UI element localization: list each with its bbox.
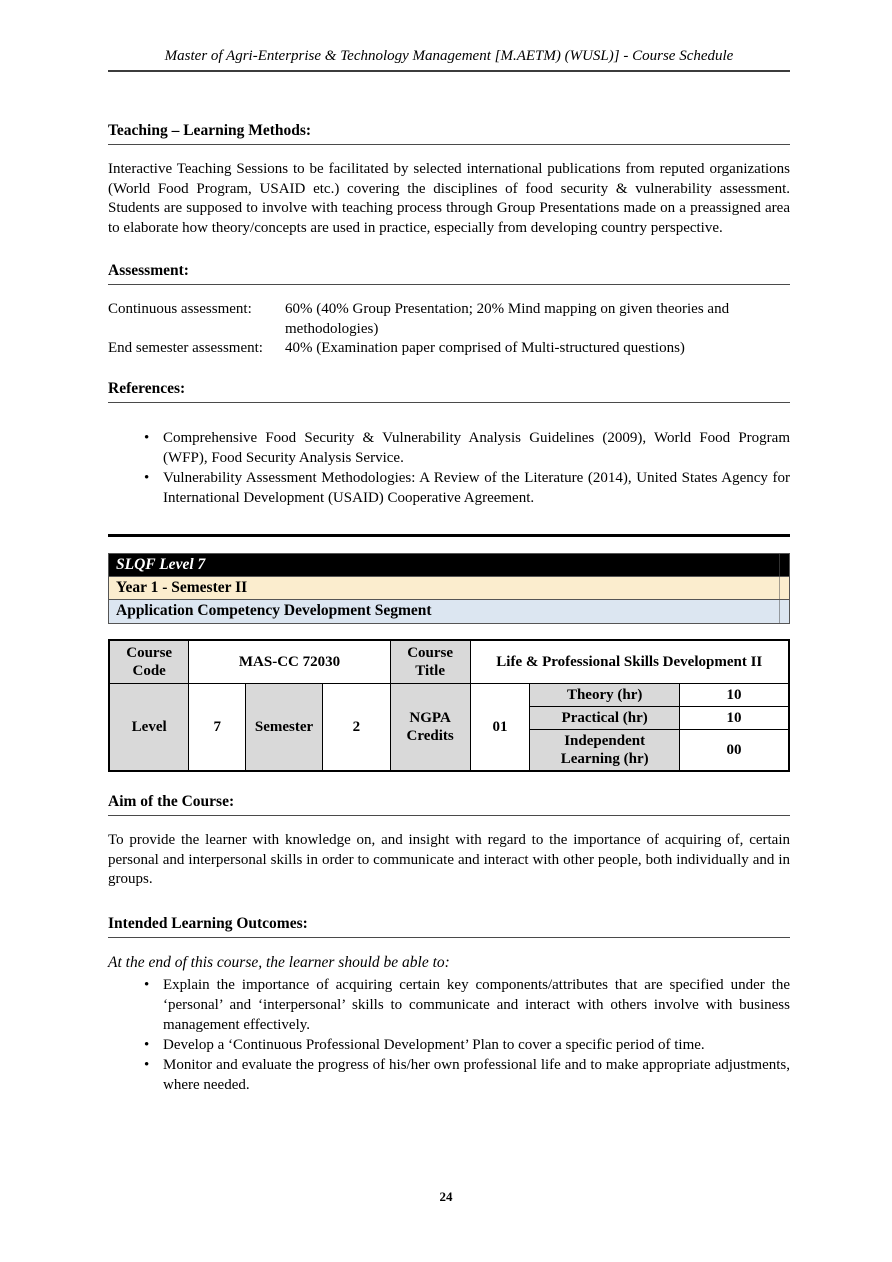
semester-label: Semester — [246, 684, 323, 772]
slqf-level-banner: SLQF Level 7 — [109, 554, 789, 577]
ilo-list — [108, 975, 790, 1095]
semester-value: 2 — [323, 684, 391, 772]
reference-item: • Comprehensive Food Security & Vulnerability Analysis Guidelines (2009), World Food Program (WFP), Food Security Analysis Service. — [108, 428, 790, 468]
practical-hours-value: 10 — [679, 707, 789, 730]
theory-hours-value: 10 — [679, 684, 789, 707]
credits-value: 01 — [470, 684, 530, 772]
assessment-row-label: Continuous assessment: — [108, 301, 252, 317]
segment-banner: Application Competency Development Segment — [109, 600, 789, 623]
course-details-table — [108, 639, 790, 773]
running-header: Master of Agri-Enterprise & Technology Management [M.AETM) (WUSL)] - Course Schedule — [108, 48, 790, 72]
teaching-methods-heading: Teaching – Learning Methods: — [108, 122, 790, 145]
level-label: Level — [109, 684, 189, 772]
ilo-item: • Explain the importance of acquiring certain key components/attributes that are specified under the ‘personal’ and ‘interpersonal’ skills to communicate and interact with others involve with business management effectively. — [108, 975, 790, 1035]
course-code-label: Course Code — [109, 640, 189, 684]
theory-hours-label: Theory (hr) — [530, 684, 680, 707]
ilo-item: • Monitor and evaluate the progress of his/her own professional life and to make appropriate adjustments, where needed. — [108, 1055, 790, 1095]
reference-item: • Vulnerability Assessment Methodologies: A Review of the Literature (2014), United States Agency for International Development (USAID) Cooperative Agreement. — [108, 468, 790, 508]
assessment-table — [108, 300, 790, 359]
assessment-row-value: 60% (40% Group Presentation; 20% Mind mapping on given theories and methodologies) — [285, 301, 730, 337]
aim-heading: Aim of the Course: — [108, 793, 790, 816]
semester-banner: Year 1 - Semester II — [109, 577, 789, 600]
page-number: 24 — [439, 1189, 453, 1204]
teaching-methods-paragraph: Interactive Teaching Sessions to be facilitated by selected international publications from reputed organizations (World Food Program, USAID etc.) covering the disciplines of food security & vulnerability assessment. Students are supposed to involve with teaching process through Group Presentations made on a preassigned area to elaborate how theory/concepts are used in practice, especially from developing country perspective. — [108, 161, 790, 236]
independent-learning-value: 00 — [679, 730, 789, 772]
practical-hours-label: Practical (hr) — [530, 707, 680, 730]
independent-learning-label: Independent Learning (hr) — [530, 730, 680, 772]
ilo-item: • Develop a ‘Continuous Professional Development’ Plan to cover a specific period of time. — [108, 1035, 790, 1055]
assessment-heading: Assessment: — [108, 262, 790, 285]
aim-paragraph: To provide the learner with knowledge on, and insight with regard to the importance of acquiring of, certain personal and interpersonal skills in order to communicate and interact with other people, both individually and in groups. — [108, 832, 790, 887]
course-banner — [108, 553, 790, 624]
course-title-label: Course Title — [390, 640, 470, 684]
level-value: 7 — [189, 684, 246, 772]
course-code-value: MAS-CC 72030 — [189, 640, 390, 684]
references-list — [108, 428, 790, 508]
section-divider — [108, 534, 790, 537]
ilo-intro: At the end of this course, the learner should be able to: — [108, 953, 450, 971]
assessment-row-label: End semester assessment: — [108, 340, 263, 356]
credits-label: NGPA Credits — [390, 684, 470, 772]
ilo-heading: Intended Learning Outcomes: — [108, 915, 790, 938]
course-title-value: Life & Professional Skills Development II — [470, 640, 789, 684]
page-content — [108, 0, 790, 1095]
references-heading: References: — [108, 380, 790, 403]
assessment-row-value: 40% (Examination paper comprised of Multi-structured questions) — [285, 340, 685, 356]
